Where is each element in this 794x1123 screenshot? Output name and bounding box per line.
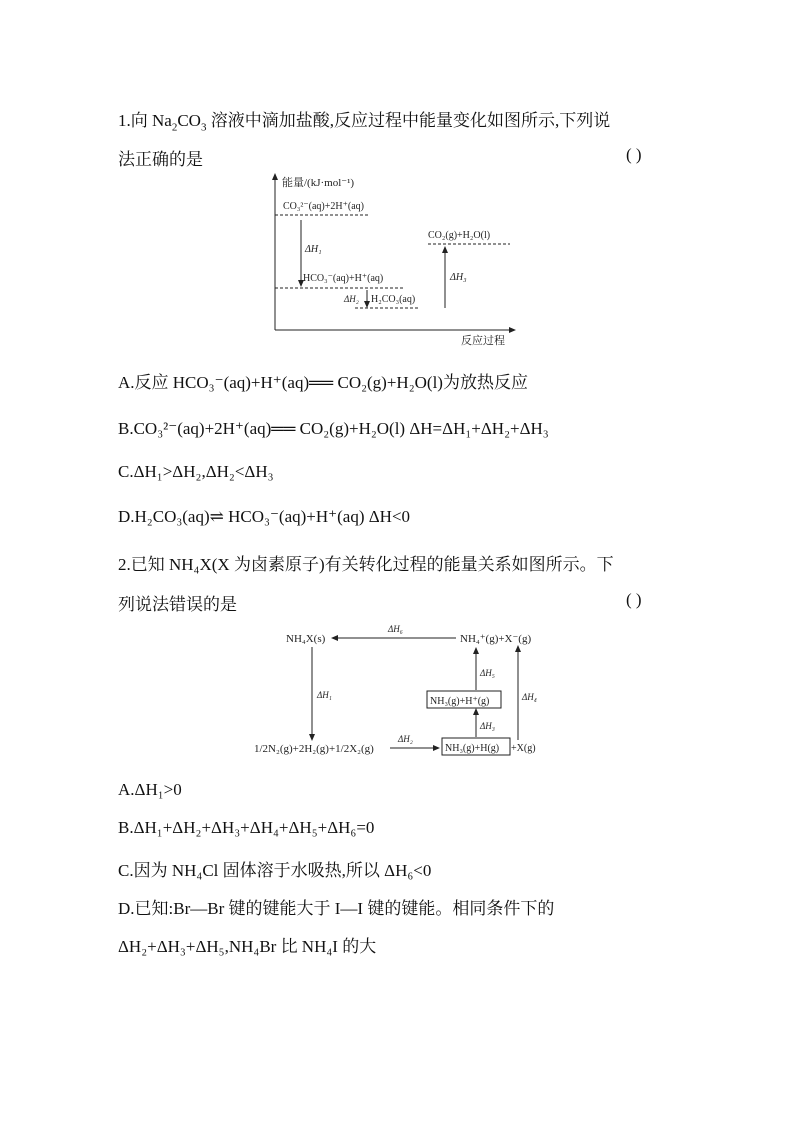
label-level-top: CO₃²⁻(aq)+2H⁺(aq) <box>283 201 364 212</box>
q1-option-b[interactable]: B.CO₃²⁻(aq)+2H⁺(aq)══ CO₂(g)+H₂O(l) ΔH=ΔH₁+ΔH₂+ΔH₃ <box>118 419 549 438</box>
q1-option-a[interactable]: A.反应 HCO₃⁻(aq)+H⁺(aq)══ CO₂(g)+H₂O(l)为放热反应 <box>118 373 528 392</box>
dh2-arrowhead <box>364 301 370 308</box>
q2-answer-paren: ( ) <box>626 590 642 609</box>
dh4-label: ΔH₄ <box>522 692 537 702</box>
q1-stem-line1: 1.向 $Na_2CO_3$ 溶液中滴加盐酸,反应过程中能量变化如图所示,下列说 <box>118 111 611 134</box>
label-level-mid: HCO₃⁻(aq)+H⁺(aq) <box>303 273 384 284</box>
q1-option-d[interactable]: D.H₂CO₃(aq)⇌ HCO₃⁻(aq)+H⁺(aq) ΔH<0 <box>118 507 411 526</box>
q1-option-c[interactable]: C.ΔH₁>ΔH₂,ΔH₂<ΔH₃ <box>118 462 274 481</box>
q2-option-d-line2: ΔH₂+ΔH₃+ΔH₅,NH₄Br 比 NH₄I 的大 <box>118 937 377 956</box>
dh5-arrowhead <box>473 647 479 654</box>
q1-stem-line2: 法正确的是 <box>118 150 203 169</box>
x-axis-arrow <box>509 327 516 333</box>
dh3-label: ΔH₃ <box>480 721 495 731</box>
dh1-arrowhead <box>309 734 315 741</box>
q1-stem-part: 溶液中滴加盐酸,反应过程中能量变化如图所示,下列说 <box>206 111 611 130</box>
q1-energy-diagram <box>265 170 525 350</box>
y-axis-arrow <box>272 173 278 180</box>
q2-option-a[interactable]: A.ΔH₁>0 <box>118 780 182 799</box>
q1-stem-part: 1.向 Na <box>118 111 172 130</box>
label-atoms-x: +X(g) <box>511 743 536 754</box>
dh2-arrowhead <box>433 745 440 751</box>
dh5-label: ΔH₅ <box>480 668 495 678</box>
q1-answer-paren: ( ) <box>626 145 642 164</box>
dh3-label: ΔH₃ <box>450 272 467 283</box>
label-elements: 1/2N₂(g)+2H₂(g)+1/2X₂(g) <box>254 743 374 755</box>
label-level-low: H₂CO₃(aq) <box>371 294 416 305</box>
q2-option-b[interactable]: B.ΔH₁+ΔH₂+ΔH₃+ΔH₄+ΔH₅+ΔH₆=0 <box>118 818 375 837</box>
dh3-arrowhead <box>442 246 448 253</box>
label-level-right: CO₂(g)+H₂O(l) <box>428 230 491 241</box>
q2-option-c[interactable]: C.因为 NH₄Cl 固体溶于水吸热,所以 ΔH₆<0 <box>118 861 432 880</box>
q2-energy-cycle-diagram <box>250 620 550 765</box>
dh1-label: ΔH₁ <box>305 244 322 255</box>
label-atoms: NH₃(g)+H(g) <box>445 743 500 754</box>
label-ions: NH₄⁺(g)+X⁻(g) <box>460 633 532 645</box>
dh4-arrowhead <box>515 645 521 652</box>
dh1-label: ΔH₁ <box>317 690 332 700</box>
q1-stem-part: CO <box>177 111 201 130</box>
dh3-arrowhead <box>473 708 479 715</box>
x-axis-label: 反应过程 <box>461 335 505 347</box>
label-proton: NH₃(g)+H⁺(g) <box>430 696 490 707</box>
dh6-arrowhead <box>331 635 338 641</box>
dh2-label: ΔH₂ <box>398 734 413 744</box>
q2-option-d[interactable]: D.已知:Br—Br 键的键能大于 I—I 键的键能。相同条件下的 <box>118 899 555 918</box>
q2-stem-line1: 2.已知 NH₄X(X 为卤素原子)有关转化过程的能量关系如图所示。下 <box>118 555 614 574</box>
label-nh4x: NH₄X(s) <box>286 633 326 645</box>
q2-stem-line2: 列说法错误的是 <box>118 595 237 614</box>
y-axis-label: 能量/(kJ·mol⁻¹) <box>282 177 355 189</box>
dh2-label: ΔH₂ <box>344 294 359 304</box>
dh6-label: ΔH₆ <box>388 624 403 634</box>
